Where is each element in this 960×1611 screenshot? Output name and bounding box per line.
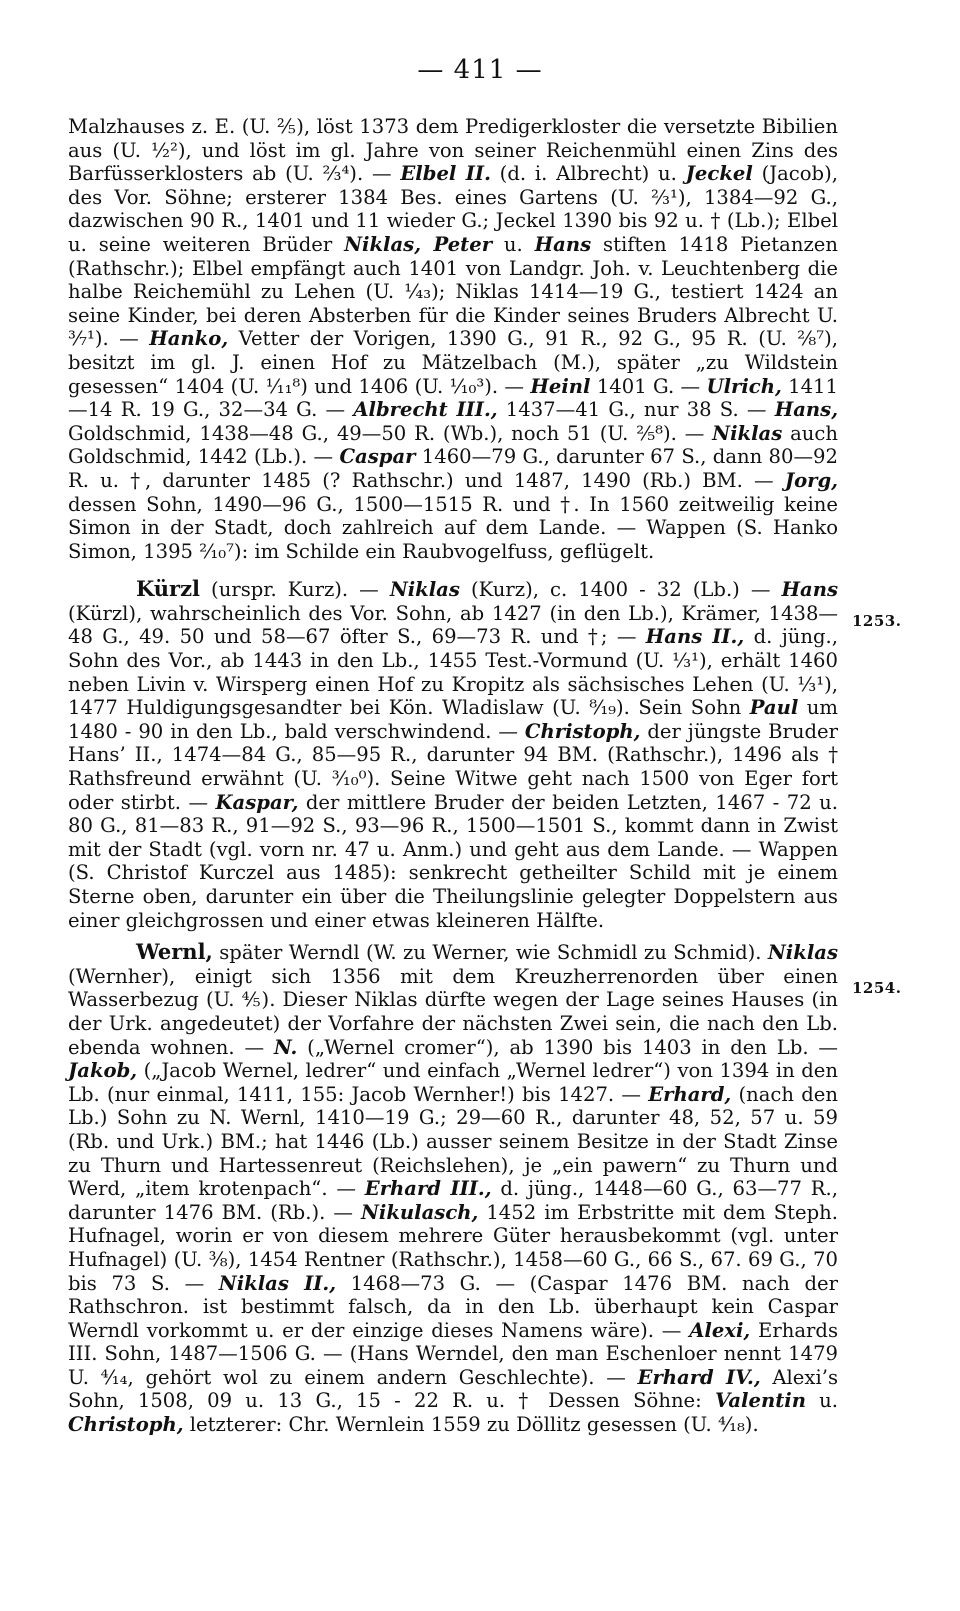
headword-wernl: Wernl, xyxy=(136,939,213,965)
text-run: (Kürzl), wahrscheinlich des Vor. Sohn, ab 1427 (in den Lb.), Krämer, 1438—48 G., 49. 50 und 58—67 öfter S., 69—73 R. und †; — xyxy=(68,601,838,649)
name-italic: N. xyxy=(273,1035,298,1059)
name-italic: Jorg, xyxy=(784,468,838,492)
name-italic: Kaspar, xyxy=(215,790,299,814)
name-italic: Valentin xyxy=(714,1389,806,1413)
name-italic: Jeckel xyxy=(685,162,753,186)
name-italic: Jakob, xyxy=(68,1059,138,1083)
name-italic: Heinl xyxy=(530,374,591,398)
name-italic: Hans, xyxy=(774,398,839,422)
name-italic: Niklas, Peter xyxy=(344,232,493,256)
page-number: — 411 — xyxy=(417,55,543,85)
name-italic: Niklas xyxy=(767,941,838,965)
name-italic: Erhard, xyxy=(648,1082,732,1106)
text-run: der jüngste Bruder Hans’ II., 1474—84 G., 85—95 R., darunter 94 BM. (Rathschr.), 1496 als † Rathsfreund erwähnt (U. ³⁄₁₀⁰). Seine Witwe geht nach 1500 von Eger fort oder stirbt. — xyxy=(68,719,838,814)
text-run: (d. i. Albrecht) u. xyxy=(490,162,686,186)
name-italic: Hanko, xyxy=(149,327,229,351)
name-italic: Erhard III., xyxy=(364,1177,492,1201)
entry-wernl xyxy=(68,940,838,1436)
text-run: dessen Sohn, 1490—96 G., 1500—1515 R. und †. In 1560 zeitweilig keine Simon in der Stadt, doch zahlreich auf dem Lande. — Wappen (S. Hanko Simon, 1395 ²⁄₁₀⁷): im Schilde ein Raubvogelfuss, geflügelt. xyxy=(68,492,838,563)
name-italic: Christoph, xyxy=(524,719,641,743)
text-run: („Jacob Wernel, ledrer“ und einfach „Wernel ledrer“) von 1394 in den Lb. (nur einmal, 1411, 155: Jacob Wernher!) bis 1427. — xyxy=(68,1059,838,1106)
name-italic: Niklas xyxy=(712,421,783,445)
name-italic: Nikulasch, xyxy=(360,1200,479,1224)
text-run: u. xyxy=(492,232,535,256)
text-run: der mittlere Bruder der beiden Letzten, 1467 - 72 u. 80 G., 81—83 R., 91—92 S., 93—96 R., 1500—1501 S., kommt dann in Zwist mit der Stadt (vgl. vorn nr. 47 u. Anm.) und geht aus dem Lande. — Wappen (S. Christof Kurczel aus 1485): senkrecht getheilter Schild mit je einem Sterne oben, darunter ein über die Theilungslinie gelegter Doppelstern aus einer gleichgrossen und einer etwas kleineren Hälfte. xyxy=(68,790,838,932)
headword-kuerzl: Kürzl xyxy=(136,576,201,602)
text-column xyxy=(68,115,838,1437)
name-italic: Hans xyxy=(534,232,592,256)
text-run: u. xyxy=(805,1389,838,1413)
text-run: auch Goldschmid, 1442 (Lb.). — xyxy=(68,421,839,469)
name-italic: Erhard IV., xyxy=(637,1365,761,1389)
text-run: 1411—14 R. 19 G., 32—34 G. — xyxy=(68,374,838,422)
text-run: (Wernher), einigt sich 1356 mit dem Kreuzherrenorden über einen Wasserbezug (U. ⅘). Dieser Niklas dürfte wegen der Lage seines Hauses (in der Urk. angedeutet) der Vorfahre der nächsten Zwei sein, die nach den Lb. ebenda wohnen. — xyxy=(68,964,838,1059)
text-run: 1452 im Erbstritte mit dem Steph. Hufnagel, worin er von diesem mehrere Güter herausbekommt (vgl. unter Hufnagel) (U. ⅜), 1454 Rentner (Rathschr.), 1458—60 G., 66 S., 67. 69 G., 70 bis 73 S. — xyxy=(68,1200,838,1295)
name-italic: Elbel II. xyxy=(400,162,491,186)
entry-kuerzl xyxy=(68,577,838,932)
name-italic: Caspar xyxy=(339,445,416,469)
name-italic: Christoph, xyxy=(68,1413,184,1437)
text-run: stiften 1418 Pietanzen (Rathschr.); Elbel empfängt auch 1401 von Landgr. Joh. v. Leuchtenberg die halbe Reichemühl zu Lehen (U. ¹⁄₄₃); Niklas 1414—19 G., testiert 1424 an seine Kinder, bei deren Absterben für die Kinder seines Bruders Albrecht U. ³⁄₇¹). — xyxy=(68,232,838,351)
text-run: (urspr. Kurz). — xyxy=(200,578,390,602)
name-italic: Hans xyxy=(781,578,838,602)
name-italic: Alexi, xyxy=(689,1318,751,1342)
margin-number-1254: 1254. xyxy=(852,979,902,997)
text-run: Malzhauses z. E. (U. ⅖), löst 1373 dem Predigerkloster die versetzte Bibilien aus (U. ¹⁄₂²), und löst im gl. Jahre von seiner Reichenmühl einen Zins des Barfüsserklosters ab (U. ²⁄₃⁴). — xyxy=(68,115,838,186)
name-italic: Paul xyxy=(749,696,799,720)
text-run: Vetter der Vorigen, 1390 G., 91 R., 92 G., 95 R. (U. ²⁄₈⁷), besitzt im gl. J. einen Hof zu Mätzelbach (M.), später „zu Wildstein gesessen“ 1404 (U. ¹⁄₁₁⁸) und 1406 (U. ¹⁄₁₀³). — xyxy=(68,327,838,398)
text-run: letzterer: Chr. Wernlein 1559 zu Döllitz gesessen (U. ⁴⁄₁₈). xyxy=(183,1413,759,1437)
name-italic: Niklas II., xyxy=(218,1271,337,1295)
text-run: 1468—73 G. — (Caspar 1476 BM. nach der Rathschron. ist bestimmt falsch, da in den Lb. überhaupt kein Caspar Werndl vorkommt u. er der einzige dieses Namens wäre). — xyxy=(68,1271,838,1342)
text-run: d. jüng., Sohn des Vor., ab 1443 in den Lb., 1455 Test.-Vormund (U. ¹⁄₃¹), erhält 1460 neben Livin v. Wirsperg einen Hof zu Kropitz als sächsisches Lehen (U. ¹⁄₃¹), 1477 Huldigungsgesandter bei Kön. Wladislaw (U. ⁸⁄₁₉). Sein Sohn xyxy=(68,625,839,720)
name-italic: Ulrich, xyxy=(706,374,782,398)
text-run: später Werndl (W. zu Werner, wie Schmidl zu Schmid). xyxy=(212,941,768,965)
name-italic: Niklas xyxy=(389,578,460,602)
text-run: 1460—79 G., darunter 67 S., dann 80—92 R. u. †, darunter 1485 (? Rathschr.) und 1487, 1490 (Rb.) BM. — xyxy=(68,445,838,492)
margin-number-1253: 1253. xyxy=(852,612,902,630)
text-run: Goldschmid, 1438—48 G., 49—50 R. (Wb.), noch 51 (U. ²⁄₅⁸). — xyxy=(68,421,713,445)
name-italic: Albrecht III., xyxy=(353,398,498,422)
text-run: Alexi’s Sohn, 1508, 09 u. 13 G., 15 - 22 R. u. † Dessen Söhne: xyxy=(68,1365,838,1413)
text-run: (Jacob), des Vor. Söhne; ersterer 1384 Bes. eines Gartens (U. ²⁄₃¹), 1384—92 G., dazwischen 90 R., 1401 und 11 wieder G.; Jeckel 1390 bis 92 u. † (Lb.); Elbel u. seine weiteren Brüder xyxy=(68,162,838,256)
text-run: („Wernel cromer“), ab 1390 bis 1403 in den Lb. — xyxy=(297,1035,838,1059)
text-run: (Kurz), c. 1400 - 32 (Lb.) — xyxy=(459,578,782,602)
text-run: 1401 G. — xyxy=(590,374,707,398)
paragraph-continuation xyxy=(68,115,838,563)
text-run: 1437—41 G., nur 38 S. — xyxy=(497,398,775,422)
name-italic: Hans II., xyxy=(645,625,745,649)
text-run: Erhards III. Sohn, 1487—1506 G. — (Hans Werndel, den man Eschenloer nennt 1479 U. ⁴⁄₁₄, gehört wol zu einem andern Geschlechte). — xyxy=(68,1318,838,1389)
text-run: d. jüng., 1448—60 G., 63—77 R., darunter 1476 BM. (Rb.). — xyxy=(68,1177,839,1224)
text-run: um 1480 - 90 in den Lb., bald verschwindend. — xyxy=(68,696,838,743)
text-run: (nach den Lb.) Sohn zu N. Wernl, 1410—19 G.; 29—60 R., darunter 48, 52, 57 u. 59 (Rb. und Urk.) BM.; hat 1446 (Lb.) ausser seinem Besitze in der Stadt Zinse zu Thurn und Hartessenreut (Reichslehen), je „ein pawern“ zu Thurn und Werd, „item krotenpach“. — xyxy=(68,1082,838,1201)
